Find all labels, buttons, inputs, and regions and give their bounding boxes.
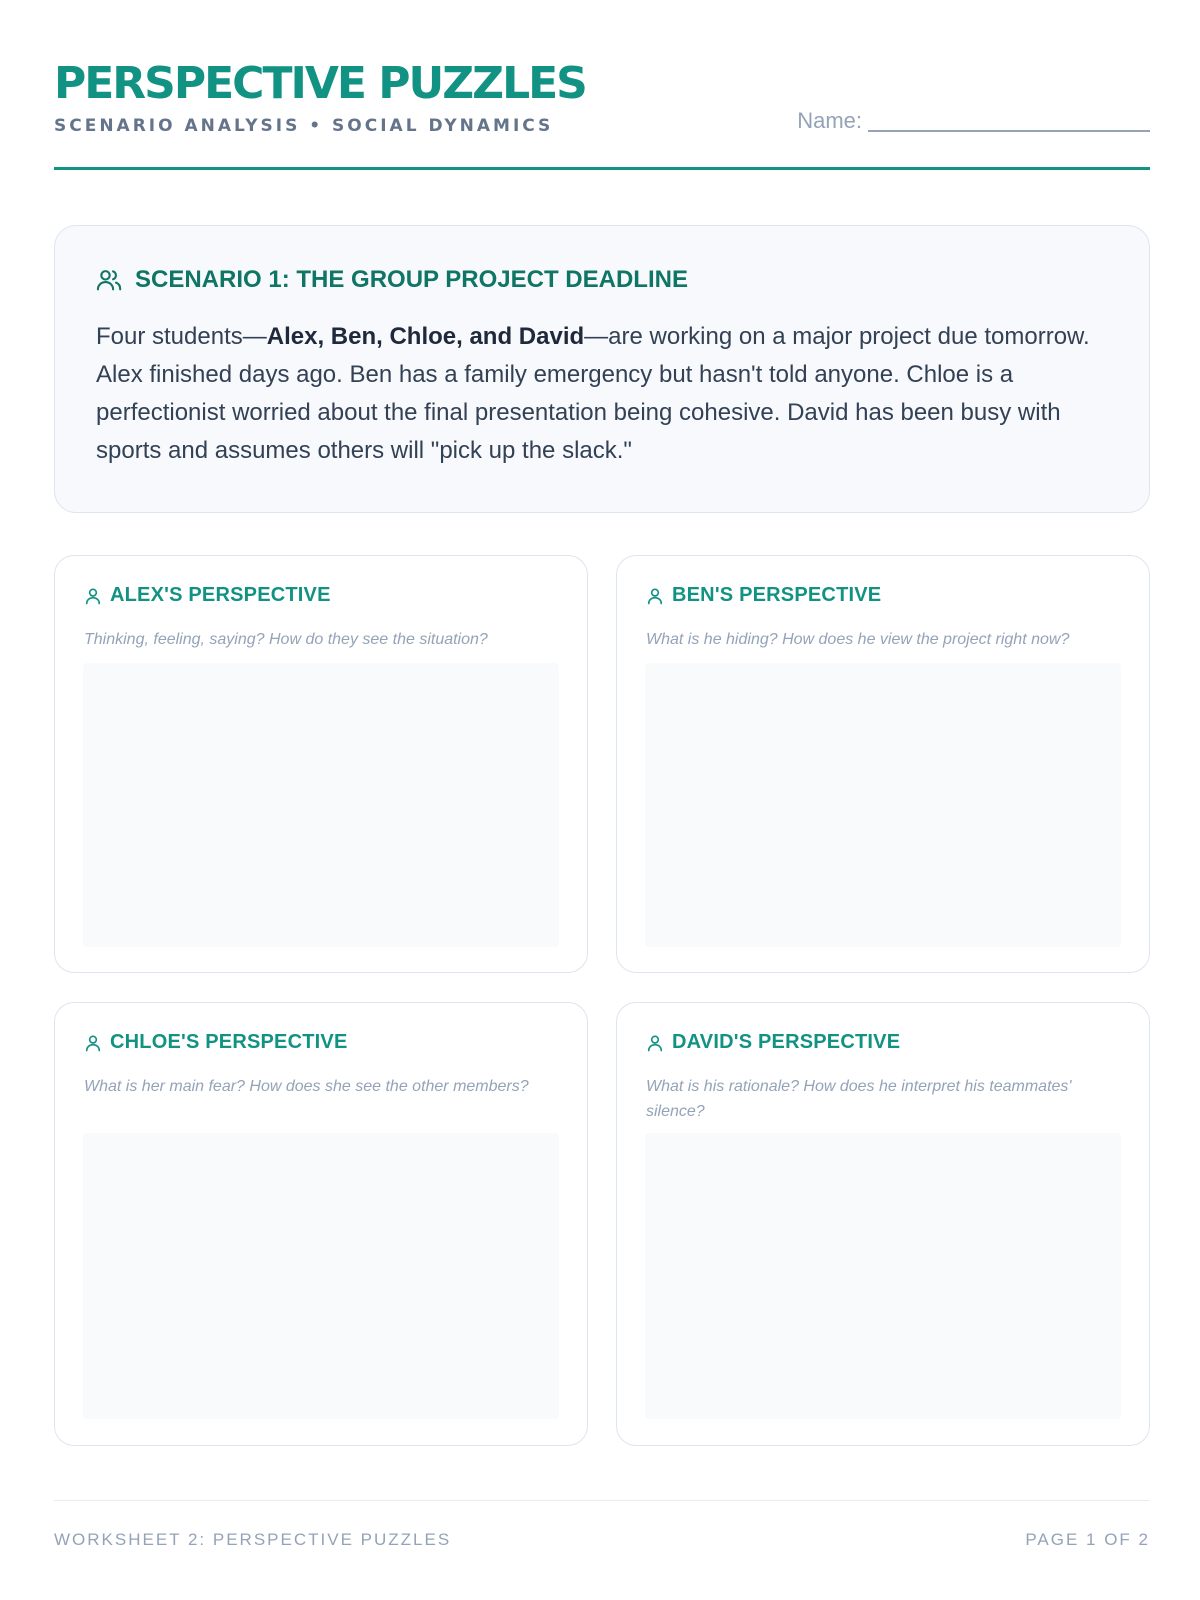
users-icon xyxy=(95,266,123,294)
scenario-text-intro: Four students— xyxy=(96,323,267,350)
perspective-card-ben xyxy=(616,555,1150,973)
scenario-card xyxy=(54,225,1150,513)
name-input-line[interactable] xyxy=(868,112,1150,132)
answer-area-ben[interactable] xyxy=(645,663,1121,947)
perspective-card-header xyxy=(645,584,881,607)
scenario-student-names: Alex, Ben, Chloe, and David xyxy=(266,323,585,350)
perspective-card-david xyxy=(616,1002,1150,1446)
user-icon xyxy=(83,586,103,606)
perspective-card-header xyxy=(83,1031,348,1054)
user-icon xyxy=(645,586,665,606)
page-title: PERSPECTIVE PUZZLES xyxy=(54,58,586,109)
scenario-header xyxy=(95,266,688,294)
answer-area-david[interactable] xyxy=(645,1133,1121,1419)
scenario-text-details: —are working on a major project due tomorrow. Alex finished days ago. Ben has a family emergency but hasn't told anyone. Chloe is a perfectionist worried about the final presentation being cohesive. David has been busy with sports and assumes others will "pick up the slack." xyxy=(96,323,1090,464)
page-subtitle: SCENARIO ANALYSIS • SOCIAL DYNAMICS xyxy=(54,116,554,136)
perspective-card-header xyxy=(645,1031,900,1054)
perspective-card-header xyxy=(83,584,331,607)
footer-page-number: PAGE 1 OF 2 xyxy=(1025,1530,1150,1549)
scenario-description xyxy=(96,318,1096,470)
name-field xyxy=(797,108,1150,134)
perspective-card-alex xyxy=(54,555,588,973)
perspective-prompt: What is his rationale? How does he interpret his teammates' silence? xyxy=(646,1078,1072,1120)
answer-area-chloe[interactable] xyxy=(83,1133,559,1419)
perspective-prompt: What is he hiding? How does he view the project right now? xyxy=(646,631,1070,648)
perspective-title: CHLOE'S PERSPECTIVE xyxy=(110,1031,348,1053)
perspective-title: ALEX'S PERSPECTIVE xyxy=(110,584,331,606)
footer-worksheet-label: WORKSHEET 2: PERSPECTIVE PUZZLES xyxy=(54,1530,452,1549)
perspective-title: DAVID'S PERSPECTIVE xyxy=(672,1031,901,1053)
scenario-title: SCENARIO 1: THE GROUP PROJECT DEADLINE xyxy=(135,266,688,293)
worksheet-header xyxy=(54,56,1150,170)
footer-divider xyxy=(54,1500,1150,1501)
perspective-prompt: Thinking, feeling, saying? How do they see the situation? xyxy=(84,631,488,648)
name-label: Name: xyxy=(797,108,862,133)
perspective-prompt: What is her main fear? How does she see the other members? xyxy=(84,1078,529,1095)
user-icon xyxy=(83,1033,103,1053)
user-icon xyxy=(645,1033,665,1053)
perspective-card-chloe xyxy=(54,1002,588,1446)
perspective-title: BEN'S PERSPECTIVE xyxy=(672,584,882,606)
answer-area-alex[interactable] xyxy=(83,663,559,947)
